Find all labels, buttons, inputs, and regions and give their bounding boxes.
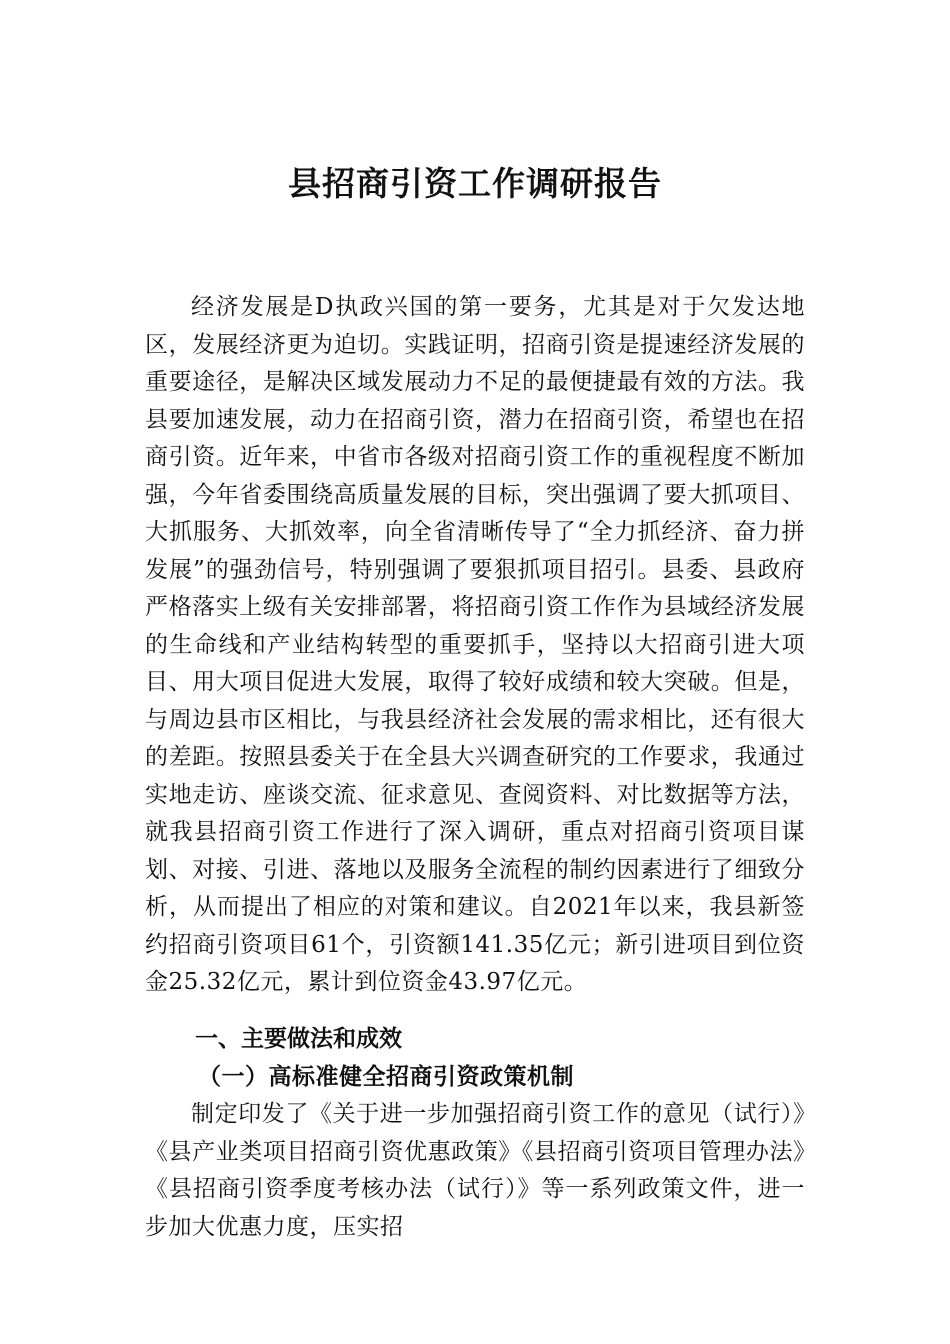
document-title: 县招商引资工作调研报告: [288, 164, 662, 203]
intro-paragraph: 经济发展是D执政兴国的第一要务，尤其是对于欠发达地区，发展经济更为迫切。实践证明，招商引资是提速经济发展的重要途径，是解决区域发展动力不足的最便捷最有效的方法。我县要加速发展，动力在招商引资，潜力在招商引资，希望也在招商引资。近年来，中省市各级对招商引资工作的重视程度不断加强，今年省委围绕高质量发展的目标，突出强调了要大抓项目、大抓服务、大抓效率，向全省清晰传导了“全力抓经济、奋力拼发展”的强劲信号，特别强调了要狠抓项目招引。县委、县政府严格落实上级有关安排部署，将招商引资工作作为县域经济发展的生命线和产业结构转型的重要抓手，坚持以大招商引进大项目、用大项目促进大发展，取得了较好成绩和较大突破。但是，与周边县市区相比，与我县经济社会发展的需求相比，还有很大的差距。按照县委关于在全县大兴调查研究的工作要求，我通过实地走访、座谈交流、征求意见、查阅资料、对比数据等方法，就我县招商引资工作进行了深入调研，重点对招商引资项目谋划、对接、引进、落地以及服务全流程的制约因素进行了细致分析，从而提出了相应的对策和建议。自2021年以来，我县新签约招商引资项目61个，引资额141.35亿元；新引进项目到位资金25.32亿元，累计到位资金43.97亿元。: [145, 294, 805, 995]
subsection-heading: （一）高标准健全招商引资政策机制: [198, 1063, 574, 1090]
section-heading: 一、主要做法和成效: [195, 1026, 402, 1052]
policy-paragraph: 制定印发了《关于进一步加强招商引资工作的意见（试行）》《县产业类项目招商引资优惠政策》《县招商引资项目管理办法》《县招商引资季度考核办法（试行）》等一系列政策文件，进一步加大优惠力度，压实招: [145, 1101, 805, 1240]
